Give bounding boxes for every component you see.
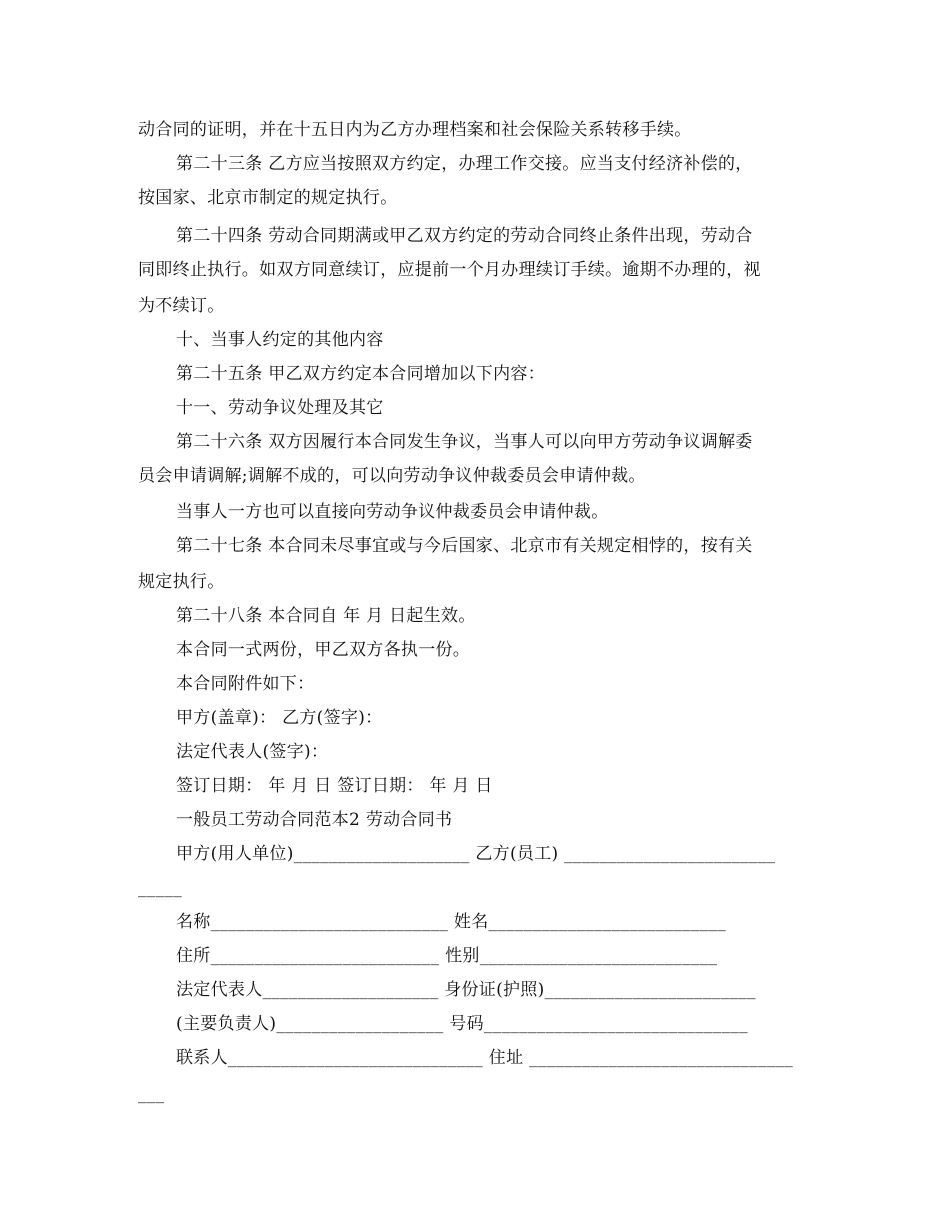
text-line: 当事人一方也可以直接向劳动争议仲裁委员会申请仲裁。 [176,502,609,522]
text-line: 本合同附件如下： [176,674,315,694]
underline-continuation: _____ [138,878,182,898]
clause-25: 第二十五条 甲乙双方约定本合同增加以下内容： [176,364,546,384]
text-line: 同即终止执行。如双方同意续订，应提前一个月办理续订手续。逾期不办理的，视 [138,260,761,280]
form-field-row: 法定代表人____________________ 身份证(护照)________________________ [176,980,756,1000]
text-line: 按国家、北京市制定的规定执行。 [138,188,398,208]
template-title: 一般员工劳动合同范本2 劳动合同书 [176,810,453,830]
text-line: 动合同的证明，并在十五日内为乙方办理档案和社会保险关系转移手续。 [138,120,692,140]
text-line: 员会申请调解;调解不成的，可以向劳动争议仲裁委员会申请仲裁。 [138,466,646,486]
text-line: 规定执行。 [138,572,225,592]
section-heading: 十、当事人约定的其他内容 [176,330,384,350]
clause-28: 第二十八条 本合同自 年 月 日起生效。 [176,606,476,626]
clause-27: 第二十七条 本合同未尽事宜或与今后国家、北京市有关规定相悖的，按有关 [176,536,753,556]
clause-24: 第二十四条 劳动合同期满或甲乙双方约定的劳动合同终止条件出现，劳动合 [176,226,753,246]
form-field-row: (主要负责人)___________________ 号码______________________________ [176,1014,748,1034]
form-field-row: 住所__________________________ 性别___________________________ [176,946,718,966]
signature-line: 甲方(盖章)： 乙方(签字)： [176,708,383,728]
clause-26: 第二十六条 双方因履行本合同发生争议，当事人可以向甲方劳动争议调解委 [176,432,753,452]
form-field-row: 联系人_____________________________ 住址 ______________________________ [176,1048,794,1068]
form-field-row: 名称___________________________ 姓名___________________________ [176,912,727,932]
section-heading: 十一、劳动争议处理及其它 [176,398,384,418]
date-line: 签订日期： 年 月 日 签订日期： 年 月 日 [176,776,493,796]
underline-continuation: ___ [138,1084,165,1104]
clause-23: 第二十三条 乙方应当按照双方约定，办理工作交接。应当支付经济补偿的， [176,154,753,174]
text-line: 本合同一式两份，甲乙双方各执一份。 [176,640,471,660]
signature-line: 法定代表人(签字)： [176,742,329,762]
text-line: 为不续订。 [138,296,225,316]
party-line: 甲方(用人单位)____________________ 乙方(员工) ________________________ [176,844,776,864]
